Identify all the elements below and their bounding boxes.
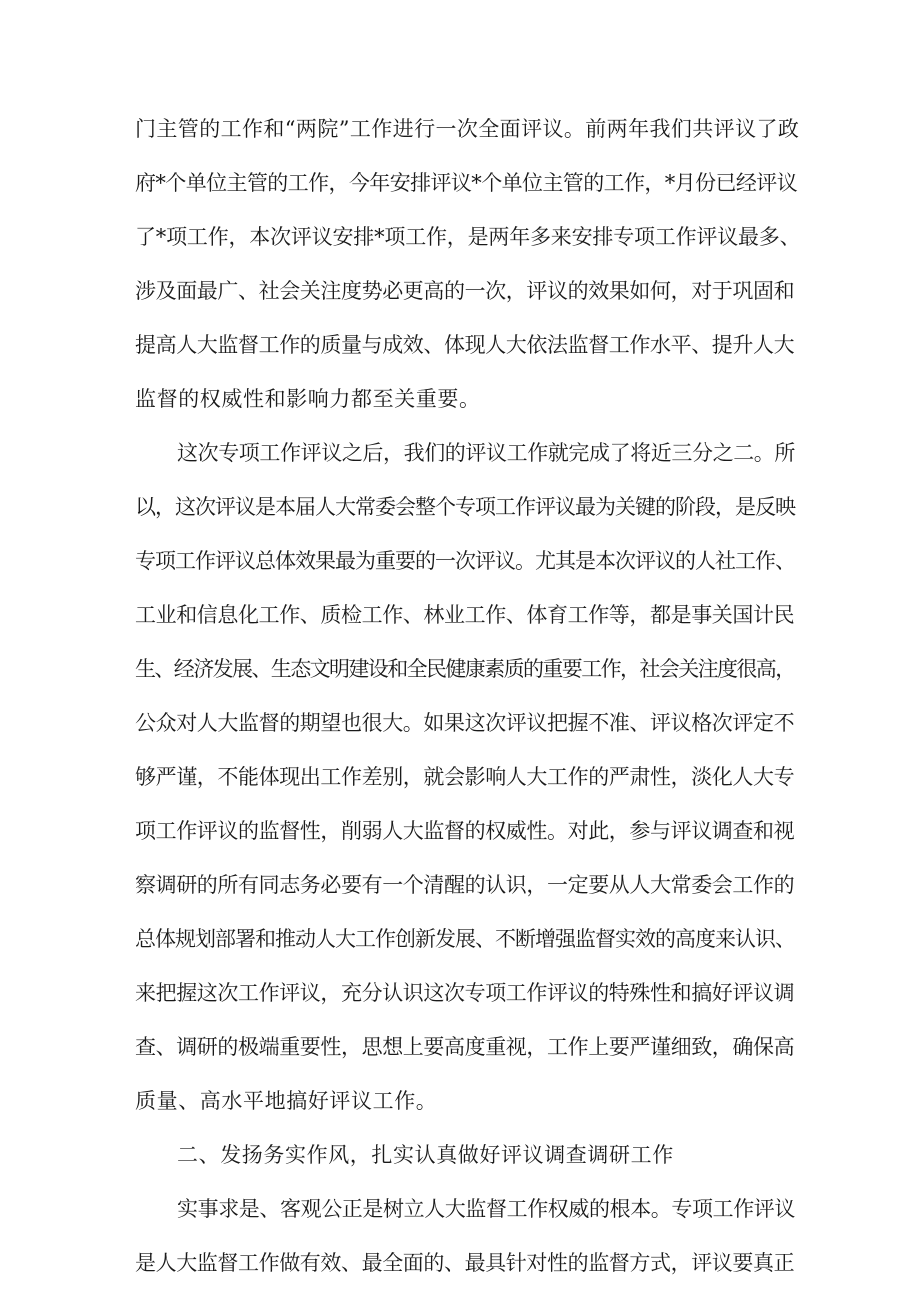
paragraph-2-line-10: 总体规划部署和推动人大工作创新发展、不断增强监督实效的高度来认识、 <box>135 927 795 951</box>
section-heading: 二、发扬务实作风，扎实认真做好评议调查调研工作 <box>177 1143 674 1167</box>
paragraph-2-line-11: 来把握这次工作评议，充分认识这次专项工作评议的特殊性和搞好评议调 <box>135 981 795 1005</box>
paragraph-2-line-8: 项工作评议的监督性，削弱人大监督的权威性。对此，参与评议调查和视 <box>135 819 795 843</box>
paragraph-1-line-2: 府*个单位主管的工作，今年安排评议*个单位主管的工作，*月份已经评议 <box>135 171 798 195</box>
paragraph-2-line-1: 这次专项工作评议之后，我们的评议工作就完成了将近三分之二。所 <box>177 441 795 465</box>
paragraph-1-line-4: 涉及面最广、社会关注度势必更高的一次，评议的效果如何，对于巩固和 <box>135 279 795 303</box>
paragraph-2-line-13: 质量、高水平地搞好评议工作。 <box>135 1089 438 1113</box>
paragraph-2-line-9: 察调研的所有同志务必要有一个清醒的认识，一定要从人大常委会工作的 <box>135 873 795 897</box>
paragraph-2-line-2: 以，这次评议是本届人大常委会整个专项工作评议最为关键的阶段，是反映 <box>135 495 795 519</box>
paragraph-1-line-5: 提高人大监督工作的质量与成效、体现人大依法监督工作水平、提升人大 <box>135 333 795 357</box>
paragraph-1-line-1: 门主管的工作和“两院”工作进行一次全面评议。前两年我们共评议了政 <box>135 117 800 141</box>
paragraph-2-line-3: 专项工作评议总体效果最为重要的一次评议。尤其是本次评议的人社工作、 <box>135 549 795 573</box>
paragraph-3-line-1: 实事求是、客观公正是树立人大监督工作权威的根本。专项工作评议 <box>177 1197 795 1221</box>
paragraph-1-line-6: 监督的权威性和影响力都至关重要。 <box>135 387 481 411</box>
paragraph-2-line-4: 工业和信息化工作、质检工作、林业工作、体育工作等，都是事关国计民 <box>135 603 795 627</box>
paragraph-3-line-2: 是人大监督工作做有效、最全面的、最具针对性的监督方式，评议要真正 <box>135 1251 795 1275</box>
paragraph-2-line-5: 生、经济发展、生态文明建设和全民健康素质的重要工作，社会关注度很高， <box>135 657 795 681</box>
paragraph-2-line-7: 够严谨，不能体现出工作差别，就会影响人大工作的严肃性，淡化人大专 <box>135 765 795 789</box>
paragraph-2-line-12: 查、调研的极端重要性，思想上要高度重视，工作上要严谨细致，确保高 <box>135 1035 795 1059</box>
paragraph-2-line-6: 公众对人大监督的期望也很大。如果这次评议把握不准、评议格次评定不 <box>135 711 795 735</box>
paragraph-1-line-3: 了*项工作，本次评议安排*项工作，是两年多来安排专项工作评议最多、 <box>135 225 801 249</box>
